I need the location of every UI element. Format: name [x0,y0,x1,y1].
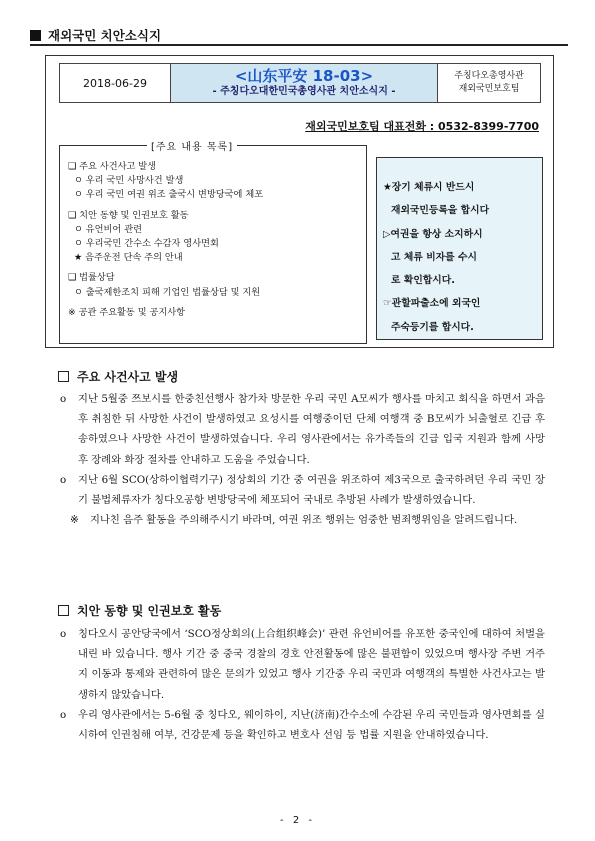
section-2-title-text: 치안 동향 및 인권보호 활동 [77,604,222,618]
bullet-mark: o [60,473,67,486]
page-header-title: 재외국민 치안소식지 [48,28,162,43]
paragraph-text: 지난 5월중 쯔보시를 한중친선행사 참가차 방문한 우리 국민 A모씨가 행사를 마치고 회식을 하면서 과음 후 취침한 뒤 사망한 사건이 발생하였고 요성시를 여행중이던 단체 여행객 중 B모씨가 뇌출혈로 긴급 후송하였으나 사망한 사건이 발생하였습니다. 우리 영사관에서는 유가족들의 긴급 입국 지원과 함께 사망 후 장례와 화장 절차를 안내하고 도움을 주었습니다. [78,393,545,466]
header-rule [30,44,568,46]
org-line-2: 재외국민보호팀 [458,84,520,94]
notice-box [376,157,543,340]
paragraph-text: 칭다오시 공안당국에서 ‘SCO정상회의(上合组织峰会)’ 관련 유언비어를 유포한 중국인에 대하여 처벌을 내린 바 있습니다. 행사 기간 중 중국 경찰의 경호 안전활동에 많은 불편함이 있었으며 행사장 주변 거주지 이동과 통제와 관련하여 많은 문의가 있었고 행사 기간중 우리 국민과 여행객의 특별한 사건사고는 발생하지 않았습니다. [78,628,545,701]
bullet-mark: o [60,708,67,721]
toc-title: [주요 내용 목록] [147,138,237,153]
toc-item-mark: ㅇ [74,237,83,249]
bullet-mark: o [60,393,67,405]
toc-item-mark: ❑ [68,209,77,221]
toc-item [68,237,263,251]
notice-list [383,176,489,339]
bulletin-subtitle: - 주칭다오대한민국총영사관 치안소식지 - [212,86,396,97]
toc-item-mark: ㅇ [74,175,83,187]
page-number: - 2 - [280,815,315,826]
section-1-title [58,368,178,385]
toc-item-mark: ❑ [68,161,77,172]
toc-list [68,160,263,320]
bulletin-org [438,64,540,102]
notice-line: ▷여권을 항상 소지하시 [383,228,483,240]
section-1-body [60,389,545,530]
bulletin-date: 2018-06-29 [60,64,171,102]
paragraph-item [60,624,545,705]
black-square-icon [30,30,41,41]
note-item [60,510,545,530]
checkbox-square-icon [58,371,69,382]
toc-item-mark: ※ [68,306,76,318]
checkbox-square-icon [58,605,69,616]
toc-item [68,271,263,285]
toc-item [68,160,263,174]
toc-item [68,223,263,237]
toc-item [68,306,263,320]
contact-phone: 재외국민보호팀 대표전화 : 0532-8399-7700 [305,120,539,133]
toc-item-mark: ㅇ [74,189,83,201]
toc-box [59,142,367,344]
toc-item-mark: ★ [74,252,83,264]
toc-item [68,209,263,223]
toc-item-text: 법률상담 [76,272,115,284]
page-header [30,26,161,44]
bulletin-header [59,63,541,103]
toc-item [68,188,263,202]
notice-line: ☞관할파출소에 외국인 [383,298,481,310]
toc-item [68,286,263,300]
toc-item-mark: ❑ [68,272,77,284]
section-1-title-text: 주요 사건사고 발생 [77,370,179,384]
paragraph-text: 우리 영사관에서는 5-6월 중 칭다오, 웨이하이, 지난(济南)간수소에 수감된 우리 국민들과 영사면회를 실시하여 인권침해 여부, 건강문제 등을 확인하고 변호사 선임 등 법률 지원을 안내하였습니다. [78,708,545,742]
notice-line: 로 확인합시다. [391,275,455,287]
toc-item-text: 주요 사건사고 발생 [76,161,157,172]
note-mark: ※ [70,514,79,527]
notice-line: ★장기 체류시 반드시 [383,182,475,193]
toc-item-text: 공관 주요활동 및 공지사항 [75,306,186,318]
bulletin-title-box [171,64,438,102]
org-line-1: 주칭다오총영사관 [454,71,524,81]
paragraph-text: 지난 6월 SCO(상하이협력기구) 정상회의 기간 중 여권을 위조하여 제3국으로 출국하려던 우리 국민 장기 불법체류자가 칭다오공항 변방당국에 체포되어 국내로 추방된 사례가 발생하였습니다. [78,473,545,507]
paragraph-item [60,705,545,745]
toc-item [68,251,263,265]
notice-line: 재외국민등록을 합시다 [391,205,490,217]
toc-item-text: 유언비어 관련 [82,223,142,235]
toc-item-text: 우리 국민 여권 위조 출국시 변방당국에 체포 [82,189,264,201]
toc-item-text: 치안 동향 및 인권보호 활동 [76,209,189,221]
notice-line: 주숙등기를 합시다. [391,321,474,333]
note-text: 지나친 음주 활동을 주의해주시기 바라며, 여권 위조 행위는 엄중한 범죄행위임을 알려드립니다. [90,514,518,527]
toc-item-mark: ㅇ [74,223,83,235]
toc-item [68,174,263,188]
toc-item-text: 우리국민 간수소 수감자 영사면회 [82,237,219,249]
section-2-title [58,602,221,619]
notice-line: 고 체류 비자를 수시 [391,251,477,263]
toc-item-mark: ㅇ [74,286,83,298]
section-2-body [60,624,545,745]
toc-item-text: 출국제한조치 피해 기업인 법률상담 및 지원 [82,286,261,298]
bullet-mark: o [60,628,67,640]
bulletin-title: <山东平安 18-03> [234,67,374,85]
paragraph-item [60,470,545,510]
paragraph-item [60,389,545,470]
toc-item-text: 음주운전 단속 주의 안내 [82,252,183,264]
toc-item-text: 우리 국민 사망사건 발생 [82,175,184,187]
